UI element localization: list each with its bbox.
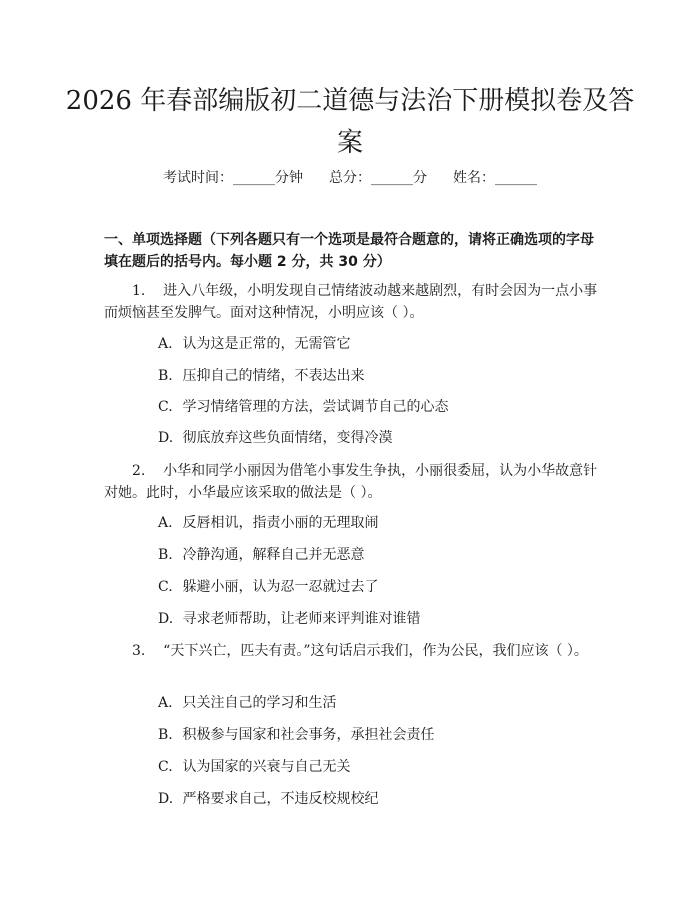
- option-text: 躲避小丽，认为忍一忍就过去了: [182, 579, 379, 595]
- question-number: 3.: [132, 643, 146, 659]
- question-stem: [104, 460, 604, 504]
- option-letter: C.: [158, 759, 173, 775]
- option-text: 认为这是正常的，无需管它: [182, 336, 351, 352]
- option-text: 积极参与国家和社会事务，承担社会责任: [182, 727, 435, 743]
- name-field: 姓名：______: [453, 170, 537, 186]
- total-score-field: 总分：______分: [329, 170, 427, 186]
- question-stem: [104, 280, 604, 324]
- option-item: [158, 725, 598, 745]
- exam-info-line: [0, 168, 700, 188]
- option-item: [158, 334, 598, 354]
- option-letter: C.: [158, 579, 173, 595]
- option-item: [158, 757, 598, 777]
- option-letter: A.: [158, 515, 173, 531]
- option-item: [158, 513, 598, 533]
- option-item: [158, 789, 598, 809]
- question-text: 进入八年级，小明发现自己情绪波动越来越剧烈，有时会因为一点小事而烦恼甚至发脾气。面对这种情况，小明应该（ ）。: [104, 283, 598, 321]
- option-letter: A.: [158, 695, 173, 711]
- section-header: 一、单项选择题（下列各题只有一个选项是最符合题意的，请将正确选项的字母填在题后的括号内。每小题 2 分，共 30 分）: [104, 232, 594, 270]
- option-text: 冷静沟通，解释自己并无恶意: [182, 547, 365, 563]
- option-text: 认为国家的兴衰与自己无关: [182, 759, 351, 775]
- option-text: 只关注自己的学习和生活: [182, 695, 337, 711]
- question-number: 1.: [132, 283, 146, 299]
- option-text: 彻底放弃这些负面情绪，变得冷漠: [182, 430, 393, 446]
- document-title: 2026 年春部编版初二道德与法治下册模拟卷及答案: [65, 86, 635, 158]
- question-number: 2.: [132, 463, 146, 479]
- question-stem: [104, 640, 604, 662]
- option-item: [158, 397, 598, 417]
- option-letter: D.: [158, 791, 174, 807]
- option-letter: D.: [158, 430, 174, 446]
- option-letter: A.: [158, 336, 173, 352]
- option-item: [158, 577, 598, 597]
- option-item: [158, 428, 598, 448]
- option-letter: B.: [158, 547, 173, 563]
- option-item: [158, 545, 598, 565]
- option-letter: D.: [158, 611, 174, 627]
- question-text: “天下兴亡，匹夫有责。”这句话启示我们，作为公民，我们应该（ ）。: [163, 643, 588, 659]
- option-text: 严格要求自己，不违反校规校纪: [182, 791, 379, 807]
- option-item: [158, 366, 598, 386]
- option-text: 寻求老师帮助，让老师来评判谁对谁错: [182, 611, 421, 627]
- option-letter: B.: [158, 368, 173, 384]
- option-letter: C.: [158, 399, 173, 415]
- option-text: 压抑自己的情绪，不表达出来: [182, 368, 365, 384]
- exam-time-field: 考试时间：______分钟: [163, 170, 303, 186]
- option-text: 反唇相讥，指责小丽的无理取闹: [182, 515, 379, 531]
- option-item: [158, 693, 598, 713]
- question-text: 小华和同学小丽因为借笔小事发生争执，小丽很委屈，认为小华故意针对她。此时，小华最应该采取的做法是（ ）。: [104, 463, 598, 501]
- option-text: 学习情绪管理的方法，尝试调节自己的心态: [182, 399, 449, 415]
- option-letter: B.: [158, 727, 173, 743]
- option-item: [158, 609, 598, 629]
